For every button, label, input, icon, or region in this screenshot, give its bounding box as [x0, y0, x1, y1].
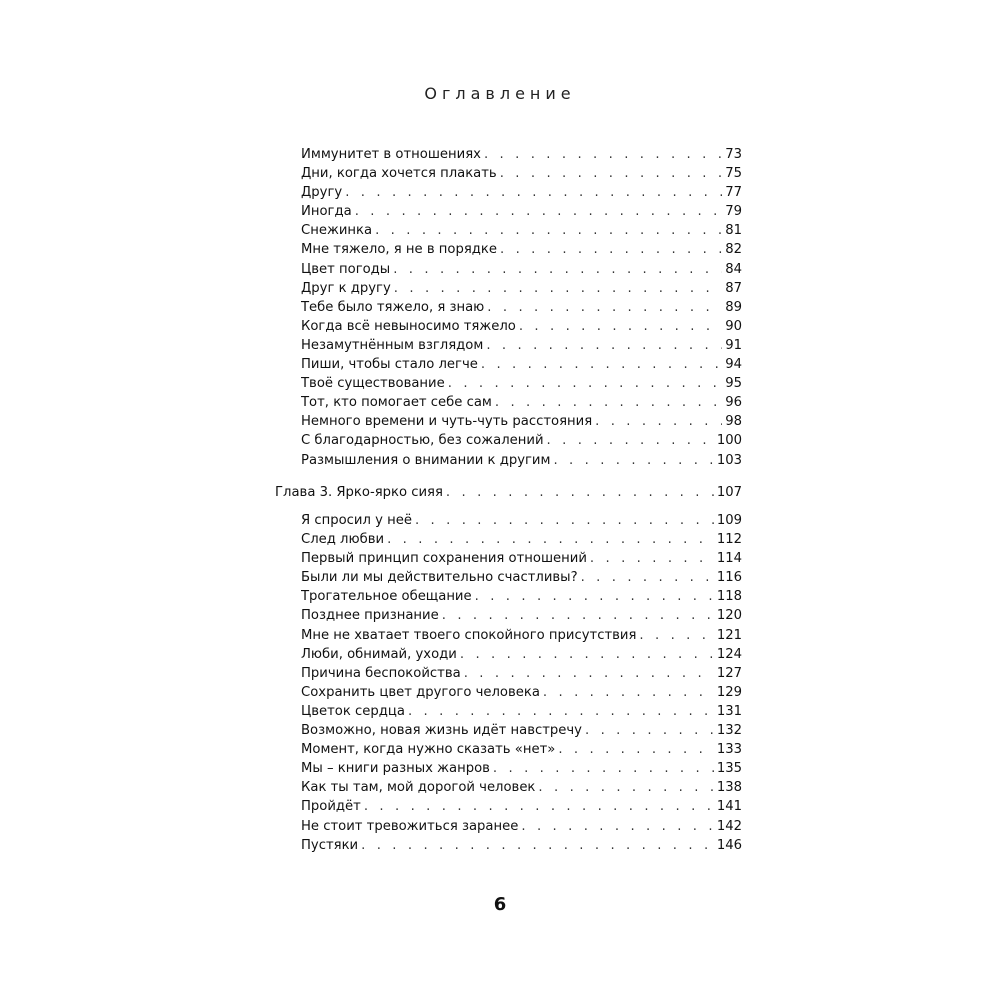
toc-entry-title: Тот, кто помогает себе сам	[301, 395, 492, 411]
toc-entry	[301, 355, 742, 374]
toc-section-1	[301, 145, 742, 470]
toc-entry	[301, 336, 742, 355]
toc-entry-title: Иммунитет в отношениях	[301, 147, 481, 162]
page-number: 6	[493, 894, 507, 915]
toc-entry-page: 98	[725, 414, 742, 430]
toc-entry-page: 127	[716, 665, 742, 681]
toc-entry-title: Трогательное обещание	[301, 589, 472, 605]
toc-leader-dots	[581, 568, 714, 587]
toc-entry-page: 87	[725, 280, 742, 296]
toc-entry-title: Цвет погоды	[301, 261, 391, 277]
toc-entry	[301, 431, 742, 450]
toc-leader-dots	[500, 240, 722, 259]
toc-entry-title: Мне не хватает твоего спокойного присутствия	[301, 627, 637, 643]
toc-entry-page: 129	[716, 684, 742, 700]
toc-entry-title: Немного времени и чуть-чуть расстояния	[301, 414, 593, 430]
toc-entry-title: С благодарностью, без сожалений	[301, 433, 544, 449]
toc-entry	[301, 797, 742, 816]
toc-entry	[301, 817, 742, 836]
toc-leader-dots	[487, 298, 722, 317]
toc-leader-dots	[364, 797, 714, 816]
toc-entry	[301, 778, 742, 797]
toc-entry-page: 116	[716, 570, 742, 586]
toc-entry-title: Пиши, чтобы стало легче	[301, 357, 478, 373]
toc-leader-dots	[355, 202, 723, 221]
toc-entry-page: 121	[716, 627, 742, 643]
toc-entry-title: Другу	[301, 185, 343, 201]
toc-entry-page: 109	[716, 513, 742, 528]
toc-leader-dots	[558, 740, 713, 759]
toc-entry-page: 138	[716, 780, 742, 796]
toc-entry	[301, 240, 742, 259]
toc-entry	[301, 721, 742, 740]
toc-entry	[301, 836, 742, 855]
toc-leader-dots	[538, 778, 713, 797]
toc-entry-page: 94	[725, 357, 742, 373]
toc-entry-page: 120	[716, 608, 742, 624]
toc-entry-title: Как ты там, мой дорогой человек	[301, 780, 536, 796]
toc-entry-page: 82	[725, 242, 742, 258]
toc-entry-title: Причина беспокойства	[301, 665, 461, 681]
toc-leader-dots	[345, 183, 722, 202]
toc-entry	[301, 702, 742, 721]
toc-leader-dots	[361, 836, 714, 855]
toc-leader-dots	[493, 759, 714, 778]
toc-entry-page: 118	[716, 589, 742, 605]
chapter-title: Глава 3. Ярко-ярко сияя	[275, 485, 443, 500]
toc-entry	[301, 549, 742, 568]
toc-leader-dots	[408, 702, 714, 721]
toc-leader-dots	[475, 587, 714, 606]
toc-entry-title: Когда всё невыносимо тяжело	[301, 318, 516, 334]
toc-entry-title: Момент, когда нужно сказать «нет»	[301, 742, 556, 758]
toc-entry	[301, 645, 742, 664]
toc-entry-title: Друг к другу	[301, 280, 391, 296]
toc-entry	[301, 530, 742, 549]
toc-entry-title: Люби, обнимай, уходи	[301, 646, 457, 662]
toc-entry-title: Незамутнённым взглядом	[301, 337, 484, 353]
toc-entry	[301, 279, 742, 298]
toc-entry	[301, 221, 742, 240]
toc-entry	[301, 393, 742, 412]
toc-entry-page: 103	[716, 452, 742, 468]
toc-entry-page: 95	[725, 376, 742, 392]
toc-entry-title: Мне тяжело, я не в порядке	[301, 242, 498, 258]
toc-entry-page: 146	[716, 837, 742, 853]
toc-entry	[301, 317, 742, 336]
toc-entry	[301, 260, 742, 279]
toc-entry-page: 132	[716, 723, 742, 739]
toc-leader-dots	[486, 336, 722, 355]
toc-entry	[301, 568, 742, 587]
toc-entry-title: Твоё существование	[301, 376, 445, 392]
toc-leader-dots	[464, 664, 714, 683]
toc-entry-page: 141	[716, 799, 742, 815]
toc-entry-page: 79	[725, 204, 742, 220]
toc-entry	[301, 511, 742, 530]
toc-leader-dots	[590, 549, 714, 568]
toc-section-2	[301, 511, 742, 855]
toc-entry	[301, 664, 742, 683]
toc-leader-dots	[495, 393, 722, 412]
toc-entry-title: Пустяки	[301, 837, 359, 853]
toc-leader-dots	[484, 145, 722, 164]
toc-entry-page: 81	[725, 223, 742, 239]
toc-entry-title: Размышления о внимании к другим	[301, 452, 551, 468]
toc-entry-title: Иногда	[301, 204, 352, 220]
toc-leader-dots	[394, 279, 722, 298]
toc-entry-page: 96	[725, 395, 742, 411]
toc-entry-page: 133	[716, 742, 742, 758]
toc-entry-title: Я спросил у неё	[301, 513, 412, 528]
toc-entry-page: 84	[725, 261, 742, 277]
page-title: Оглавление	[424, 84, 576, 103]
toc-leader-dots	[595, 412, 722, 431]
chapter-page: 107	[716, 485, 742, 500]
toc-entry	[301, 412, 742, 431]
toc-leader-dots	[460, 645, 714, 664]
toc-leader-dots	[415, 511, 714, 530]
toc-entry-page: 112	[716, 532, 742, 548]
toc-entry	[301, 740, 742, 759]
toc-entry-title: Мы – книги разных жанров	[301, 761, 490, 777]
toc-entry	[301, 683, 742, 702]
toc-entry-title: Тебе было тяжело, я знаю	[301, 299, 485, 315]
toc-entry	[301, 606, 742, 625]
toc-entry-page: 100	[716, 433, 742, 449]
toc-entry	[301, 164, 742, 183]
toc-leader-dots	[442, 606, 714, 625]
toc-entry-title: Позднее признание	[301, 608, 439, 624]
toc-entry-title: Первый принцип сохранения отношений	[301, 551, 587, 567]
toc-entry	[301, 202, 742, 221]
toc-leader-dots	[500, 164, 723, 183]
toc-leader-dots	[639, 626, 713, 645]
toc-chapter-entry	[275, 483, 742, 502]
toc-entry-page: 77	[725, 185, 742, 201]
toc-entry	[301, 298, 742, 317]
toc-entry-title: След любви	[301, 532, 385, 548]
toc-entry	[301, 759, 742, 778]
toc-leader-dots	[446, 483, 714, 502]
toc-entry-page: 142	[716, 818, 742, 834]
toc-leader-dots	[543, 683, 714, 702]
toc-entry-page: 124	[716, 646, 742, 662]
toc-entry-page: 91	[725, 337, 742, 353]
toc-entry-page: 89	[725, 299, 742, 315]
toc-leader-dots	[547, 431, 714, 450]
toc-entry-title: Не стоит тревожиться заранее	[301, 818, 519, 834]
toc-entry	[301, 626, 742, 645]
toc-entry	[301, 374, 742, 393]
toc-entry	[301, 145, 742, 164]
toc-entry-title: Возможно, новая жизнь идёт навстречу	[301, 723, 582, 739]
toc-leader-dots	[375, 221, 722, 240]
toc-leader-dots	[448, 374, 722, 393]
toc-entry-page: 90	[725, 318, 742, 334]
toc-entry-page: 73	[725, 147, 742, 162]
toc-leader-dots	[481, 355, 722, 374]
toc-entry	[301, 587, 742, 606]
toc-leader-dots	[519, 317, 722, 336]
toc-leader-dots	[553, 451, 713, 470]
toc-entry-title: Цветок сердца	[301, 703, 405, 719]
toc-entry	[301, 451, 742, 470]
toc-entry-title: Сохранить цвет другого человека	[301, 684, 540, 700]
toc-entry-page: 131	[716, 703, 742, 719]
toc-entry-page: 135	[716, 761, 742, 777]
toc-leader-dots	[521, 817, 713, 836]
toc-leader-dots	[393, 260, 722, 279]
toc-entry-title: Снежинка	[301, 223, 373, 239]
toc-entry-page: 114	[716, 551, 742, 567]
toc-leader-dots	[387, 530, 714, 549]
toc-entry-title: Пройдёт	[301, 799, 361, 815]
toc-leader-dots	[585, 721, 714, 740]
toc-chapter-3	[275, 483, 742, 502]
toc-entry-title: Были ли мы действительно счастливы?	[301, 570, 578, 586]
toc-entry-title: Дни, когда хочется плакать	[301, 166, 497, 182]
toc-entry-page: 75	[725, 166, 742, 182]
toc-entry	[301, 183, 742, 202]
